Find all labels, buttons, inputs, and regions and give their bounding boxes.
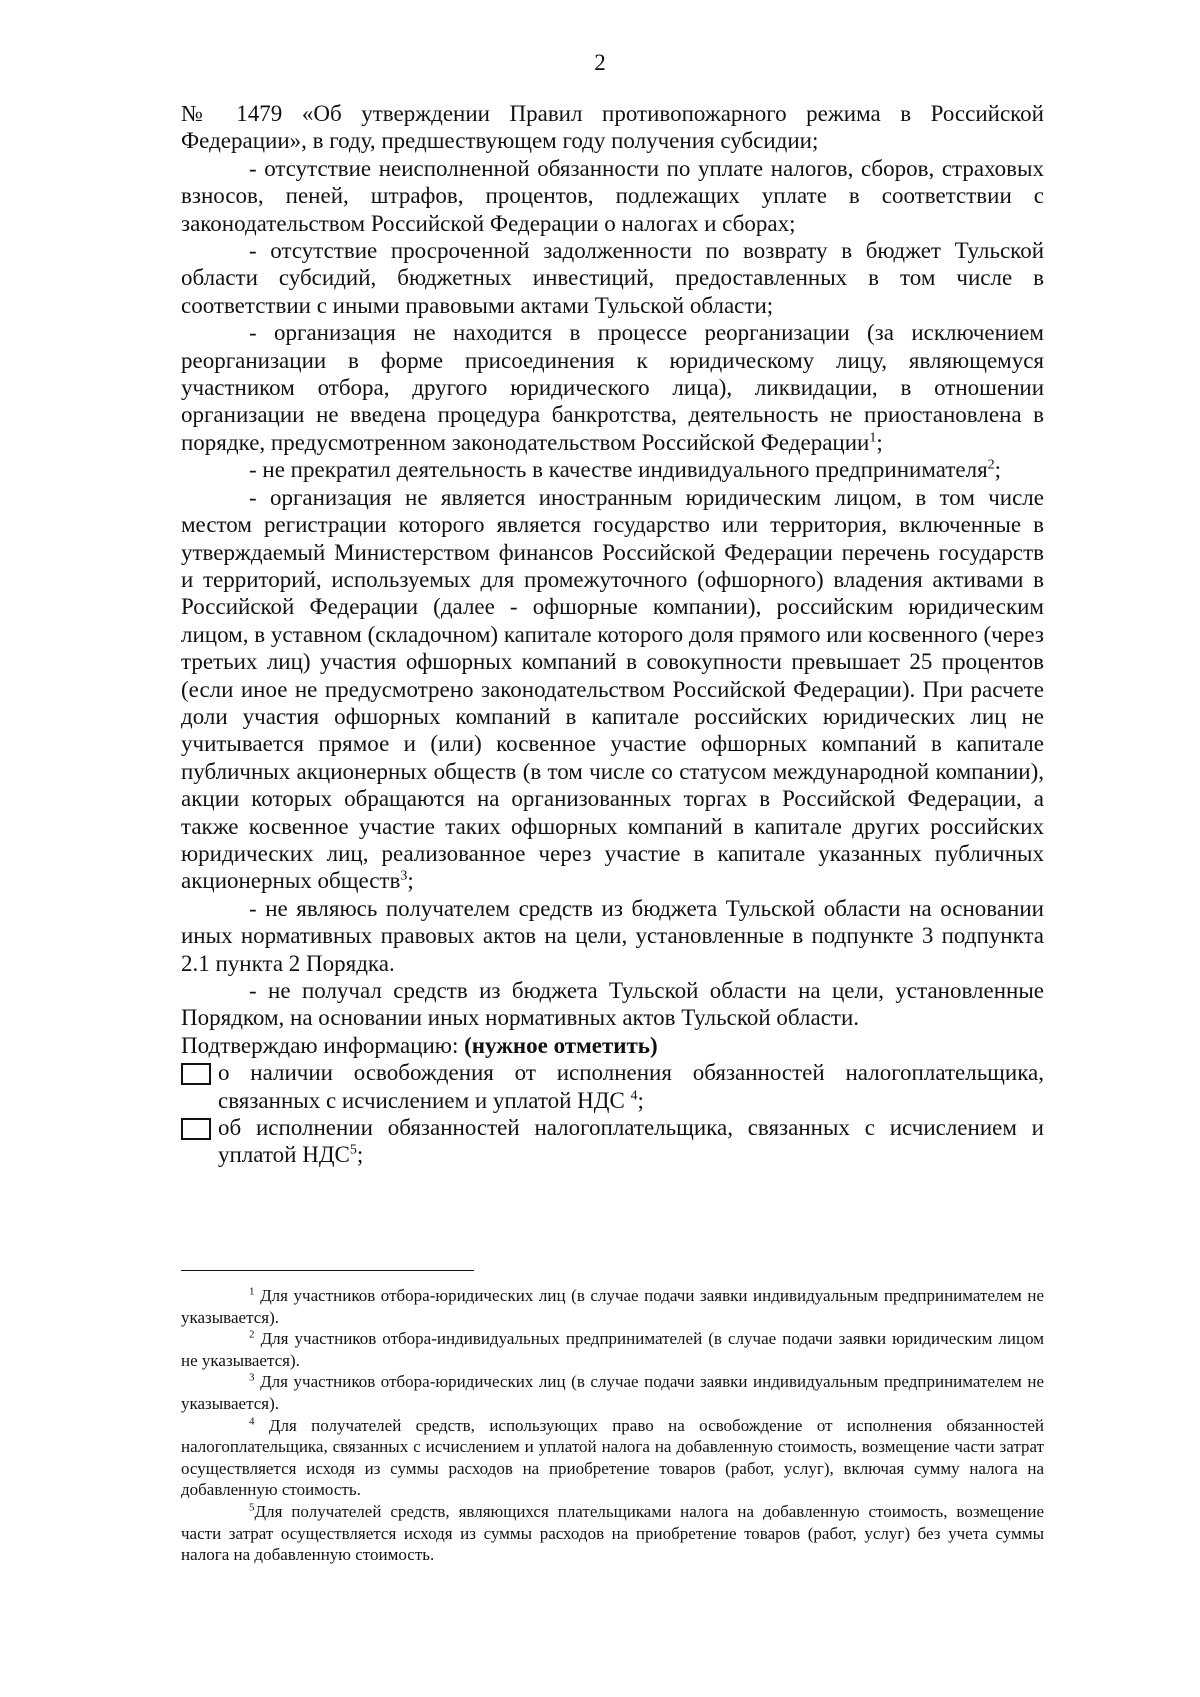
confirm-label: Подтверждаю информацию:	[181, 1032, 459, 1058]
footnote-number: 5	[249, 1501, 255, 1514]
footnote-item: $^2$ Для участников отбора-индивидуальных предпринимателей (в случае подачи заявки юридическим лицом не указывается).	[181, 1328, 1045, 1370]
paragraph-no-overdue-debt: - отсутствие просроченной задолженности по возврату в бюджет Тульской области субсидий, бюджетных инвестиций, предоставленных в том числе в соответствии с иными правовыми актами Тульской области;	[181, 238, 1044, 318]
footnote-separator	[181, 1270, 474, 1271]
footnote-item: $^4$ Для получателей средств, использующих право на освобождение от исполнения обязанностей налогоплательщика, связанных с исчислением и уплатой налога на добавленную стоимость, возмещение части затрат осуществляется исходя из суммы расходов на приобретение товаров (работ, услуг), включая сумму налога на добавленную стоимость.	[181, 1414, 1045, 1500]
footnote-mark: 2	[987, 457, 995, 473]
footnotes	[181, 1285, 1044, 1566]
paragraph-order-reference: № 1479 «Об утверждении Правил противопожарного режима в Российской Федерации», в году, предшествующем году получения субсидии;	[181, 101, 1044, 154]
footnote-number: 2	[249, 1328, 255, 1341]
checkbox-row-vat-exemption: о наличии освобождения от исполнения обязанностей налогоплательщика, связанных с исчислением и уплатой НДС $^4$;	[181, 1059, 1044, 1114]
document-body	[181, 100, 1044, 1169]
footnote-number: 3	[249, 1371, 255, 1384]
footnote-item: $^5$Для получателей средств, являющихся плательщиками налога на добавленную стоимость, возмещение части затрат осуществляется исходя из суммы расходов на приобретение товаров (работ, услуг) без учета суммы налога на добавленную стоимость.	[181, 1501, 1044, 1565]
paragraph-not-offshore: - организация не является иностранным юридическим лицом, в том числе местом регистрации которого является государство или территория, включенные в утверждаемый Министерством финансов Российской Федерации перечень государств и территорий, используемых для промежуточного (офшорного) владения активами в Российской Федерации (далее - офшорные компании), российским юридическим лицом, в уставном (складочном) капитале которого доля прямого или косвенного (через третьих лиц) участия офшорных компаний в совокупности превышает 25 процентов (если иное не предусмотрено законодательством Российской Федерации). При расчете доли участия офшорных компаний в капитале российских юридических лиц не учитывается прямое и (или) косвенное участие офшорных компаний в капитале публичных акционерных обществ (в том числе со статусом международной компании), акции которых обращаются на организованных торгах в Российской Федерации, а также косвенное участие таких офшорных компаний в капитале других российских юридических лиц, реализованное через участие в капитале указанных публичных акционерных обществ$^3$;	[181, 484, 1044, 894]
checkbox-label: о наличии освобождения от исполнения обязанностей налогоплательщика, связанных с исчислением и уплатой НДС	[218, 1060, 1044, 1113]
paragraph-not-recipient: - не являюсь получателем средств из бюджета Тульской области на основании иных нормативных правовых актов на цели, установленные в подпункте 3 подпункта 2.1 пункта 2 Порядка.	[181, 895, 1044, 976]
footnote-mark: 3	[400, 868, 408, 884]
footnote-item: $^3$ Для участников отбора-юридических лиц (в случае подачи заявки индивидуальным предпринимателем не указывается).	[181, 1371, 1044, 1413]
footnote-number: 1	[249, 1285, 255, 1298]
footnote-mark: 4	[630, 1087, 638, 1103]
footnote-mark: 1	[869, 430, 877, 446]
footnote-number: 4	[249, 1414, 255, 1427]
paragraph-no-funds-received: - не получал средств из бюджета Тульской области на цели, установленные Порядком, на основании иных нормативных актов Тульской области.	[181, 978, 1044, 1031]
paragraph-no-tax-debt: - отсутствие неисполненной обязанности по уплате налогов, сборов, страховых взносов, пеней, штрафов, процентов, подлежащих уплате в соответствии с законодательством Российской Федерации о налогах и сборах;	[181, 155, 1044, 236]
footnote-item: $^1$ Для участников отбора-юридических лиц (в случае подачи заявки индивидуальным предпринимателем не указывается).	[181, 1285, 1044, 1327]
confirm-hint: (нужное отметить)	[464, 1032, 658, 1058]
paragraph-no-reorganization: - организация не находится в процессе реорганизации (за исключением реорганизации в форме присоединения к юридическому лицу, являющемуся участником отбора, другого юридического лица), ликвидации, в отношении организации не введена процедура банкротства, деятельность не приостановлена в порядке, предусмотренном законодательством Российской Федерации$^1$;	[181, 320, 1044, 455]
checkbox-row-vat-payer: об исполнении обязанностей налогоплательщика, связанных с исчислением и уплатой НДС$^5$;	[181, 1114, 1044, 1169]
checkbox-vat-exemption[interactable]	[181, 1063, 211, 1085]
checkbox-label: об исполнении обязанностей налогоплательщика, связанных с исчислением и уплатой НДС	[218, 1115, 1044, 1168]
page-number: 2	[594, 50, 606, 75]
confirm-line	[181, 1032, 1044, 1059]
paragraph-entrepreneur-active: - не прекратил деятельность в качестве индивидуального предпринимателя$^2$;	[249, 457, 1002, 483]
checkbox-vat-payer[interactable]	[181, 1118, 211, 1140]
footnote-mark: 5	[349, 1142, 357, 1158]
